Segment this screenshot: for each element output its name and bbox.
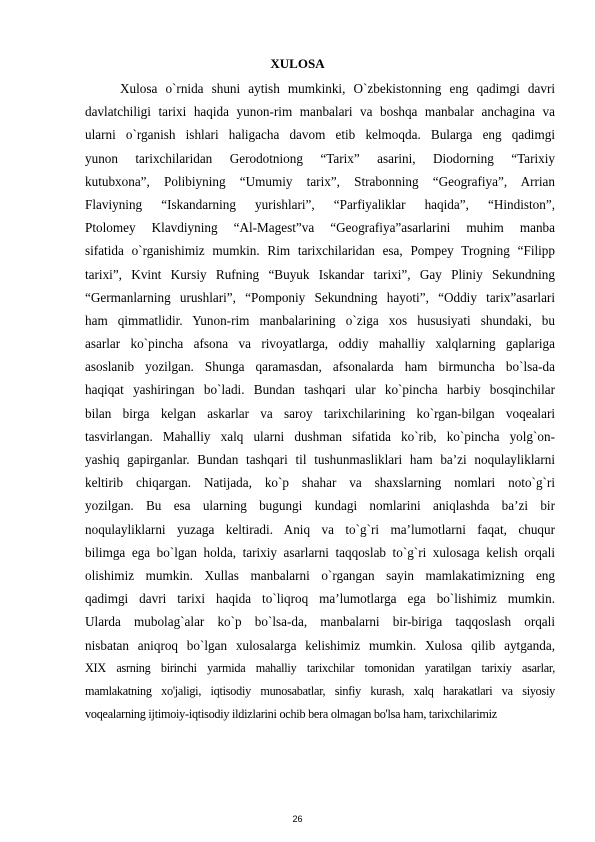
text-line: Ularda mubolag`alar ko`p bo`lsa-da, manbalarni bir-biriga taqqoslash orqali xyxy=(85,614,555,630)
text-line: bilan birga kelgan askarlar va saroy tarixchilarining ko`rgan-bilgan voqealari xyxy=(85,405,555,421)
text-line: yunon tarixchilaridan Gerodotniong “Tarix” asarini, Diodorning “Tarixiy xyxy=(85,150,555,166)
text-line: asarlar ko`pincha afsona va rivoyatlarga, oddiy mahalliy xalqlarning gaplariga xyxy=(85,336,555,352)
text-line: Flaviyning “Iskandarning yurishlari”, “Parfiyaliklar haqida”, “Hindiston”, xyxy=(85,196,555,212)
text-line: tasvirlangan. Mahalliy xalq ularni dushman sifatida ko`rib, ko`pincha yolg`on- xyxy=(85,428,555,444)
text-line: noqulayliklarni yuzaga keltiradi. Aniq va to`g`ri ma’lumotlarni faqat, chuqur xyxy=(85,521,555,537)
text-line: voqealarning ijtimoiy-iqtisodiy ildizlarini ochib bera olmagan bo'lsa ham, tarixchilarimiz xyxy=(85,707,497,722)
text-line: yashiq gapirganlar. Bundan tashqari til tushunmasliklari ham ba’zi noqulayliklarni xyxy=(85,452,555,467)
text-line: ularni o`rganish ishlari haligacha davom etib kelmoqda. Bularga eng qadimgi xyxy=(85,127,555,143)
text-line: keltirib chiqargan. Natijada, ko`p shahar va shaxslarning nomlari noto`g`ri xyxy=(85,475,555,491)
text-line: mamlakatning xo'jaligi, iqtisodiy munosabatlar, sinfiy kurash, xalq harakatlari va siyosiy xyxy=(85,683,555,698)
text-line: kutubxona”, Polibiyning “Umumiy tarix”, Strabonning “Geografiya”, Arrian xyxy=(85,173,555,189)
text-line: tarixi”, Kvint Kursiy Rufning “Buyuk Iskandar tarixi”, Gay Pliniy Sekundning xyxy=(85,266,555,282)
text-line: yozilgan. Bu esa ularning bugungi kundagi nomlarini aniqlashda ba’zi bir xyxy=(85,498,555,514)
text-line: haqiqat yashiringan bo`ladi. Bundan tashqari ular ko`pincha harbiy bosqinchilar xyxy=(85,382,555,398)
body-text xyxy=(85,77,555,726)
text-line: bilimga ega bo`lgan holda, tarixiy asarlarni taqqoslab to`g`ri xulosaga kelish orqali xyxy=(85,544,555,560)
page-number: 26 xyxy=(292,814,303,824)
text-line: qadimgi davri tarixi haqida to`liqroq ma’lumotlarga ega bo`lishimiz mumkin. xyxy=(85,591,555,607)
text-line: olishimiz mumkin. Xullas manbalarni o`rgangan sayin mamlakatimizning eng xyxy=(85,567,555,583)
text-line: asoslanib yozilgan. Shunga qaramasdan, afsonalarda ham birmuncha bo`lsa-da xyxy=(85,359,555,375)
page-title: XULOSA xyxy=(270,56,325,71)
text-line: sifatida o`rganishimiz mumkin. Rim tarixchilaridan esa, Pompey Trogning “Filipp xyxy=(85,243,555,259)
text-line: davlatchiligi tarixi haqida yunon-rim manbalari va boshqa manbalar anchagina va xyxy=(85,104,555,120)
text-line: Ptolomey Klavdiyning “Al-Magest”va “Geografiya”asarlarini muhim manba xyxy=(85,220,555,236)
text-line: XIX asrning birinchi yarmida mahalliy tarixchilar tomonidan yaratilgan tarixiy asarlar, xyxy=(85,660,555,675)
text-line: Xulosa o`rnida shuni aytish mumkinki, O`zbekistonning eng qadimgi davri xyxy=(120,81,555,96)
text-line: ham qimmatlidir. Yunon-rim manbalarining o`ziga xos hususiyati shundaki, bu xyxy=(85,312,555,328)
text-line: nisbatan aniqroq bo`lgan xulosalarga kelishimiz mumkin. Xulosa qilib aytganda, xyxy=(85,637,555,653)
text-line: “Germanlarning urushlari”, “Pomponiy Sekundning hayoti”, “Oddiy tarix”asarlari xyxy=(85,289,555,305)
